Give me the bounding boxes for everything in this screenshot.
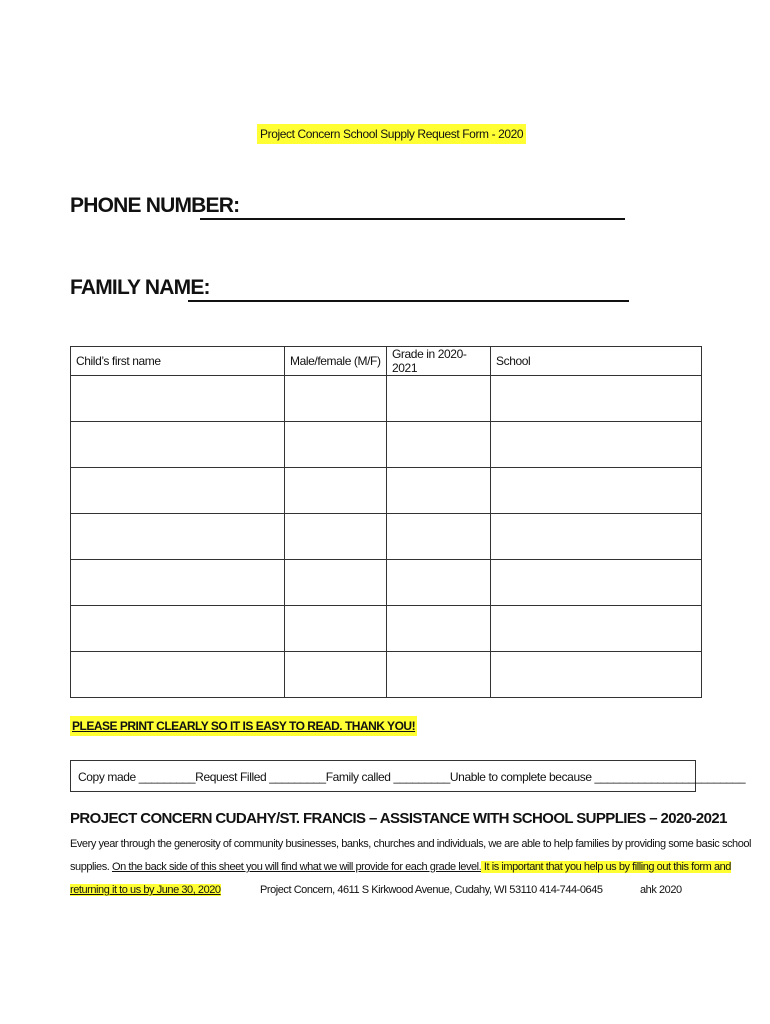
- gender-cell[interactable]: [285, 652, 387, 698]
- table-header-row: [71, 347, 702, 376]
- school-cell[interactable]: [491, 514, 702, 560]
- table-row: [71, 422, 702, 468]
- column-header-grade: Grade in 2020-2021: [387, 347, 491, 376]
- grade-cell[interactable]: [387, 468, 491, 514]
- school-cell[interactable]: [491, 560, 702, 606]
- info-paragraph-line-1: Every year through the generosity of community businesses, banks, churches and individuals, we are able to help families by providing some basic school: [70, 838, 752, 850]
- column-header-school: School: [491, 347, 702, 376]
- gender-cell[interactable]: [285, 468, 387, 514]
- child-name-cell[interactable]: [71, 606, 285, 652]
- grade-cell[interactable]: [387, 606, 491, 652]
- table-row: [71, 652, 702, 698]
- column-header-gender: Male/female (M/F): [285, 347, 387, 376]
- info-paragraph-line-2: [70, 861, 731, 873]
- office-use-box: [70, 760, 746, 792]
- family-called-field: Family called _________: [325, 770, 450, 784]
- unable-field: Unable to complete because ________________________: [449, 770, 746, 784]
- table-row: [71, 514, 702, 560]
- info-paragraph-line-3: [70, 884, 221, 896]
- important-note: It is important that you help us by filling out this form and: [481, 861, 731, 873]
- signature-initials: ahk 2020: [640, 884, 682, 896]
- column-header-child-name: Child’s first name: [71, 347, 285, 376]
- gender-cell[interactable]: [285, 560, 387, 606]
- gender-cell[interactable]: [285, 376, 387, 422]
- child-name-cell[interactable]: [71, 376, 285, 422]
- gender-cell[interactable]: [285, 514, 387, 560]
- deadline-note: returning it to us by June 30, 2020: [70, 884, 221, 896]
- school-cell[interactable]: [491, 468, 702, 514]
- print-clearly-notice: PLEASE PRINT CLEARLY SO IT IS EASY TO READ. THANK YOU!: [70, 716, 417, 736]
- school-cell[interactable]: [491, 422, 702, 468]
- child-name-cell[interactable]: [71, 422, 285, 468]
- table-row: [71, 468, 702, 514]
- child-name-cell[interactable]: [71, 514, 285, 560]
- supplies-text: supplies.: [70, 861, 112, 873]
- gender-cell[interactable]: [285, 606, 387, 652]
- grade-cell[interactable]: [387, 560, 491, 606]
- school-cell[interactable]: [491, 652, 702, 698]
- family-name-label: FAMILY NAME:: [70, 276, 210, 299]
- school-cell[interactable]: [491, 606, 702, 652]
- grade-cell[interactable]: [387, 422, 491, 468]
- gender-cell[interactable]: [285, 422, 387, 468]
- phone-number-label: PHONE NUMBER:: [70, 194, 240, 217]
- address-contact: Project Concern, 4611 S Kirkwood Avenue, Cudahy, WI 53110 414-744-0645: [260, 884, 603, 896]
- child-name-cell[interactable]: [71, 560, 285, 606]
- table-row: [71, 376, 702, 422]
- request-filled-field: Request Filled _________: [195, 770, 326, 784]
- assistance-heading: PROJECT CONCERN CUDAHY/ST. FRANCIS – ASSISTANCE WITH SCHOOL SUPPLIES – 2020-2021: [70, 810, 727, 827]
- child-name-cell[interactable]: [71, 468, 285, 514]
- family-name-line[interactable]: [188, 300, 629, 302]
- form-title: Project Concern School Supply Request Form - 2020: [257, 124, 526, 144]
- child-name-cell[interactable]: [71, 652, 285, 698]
- copy-made-field: Copy made _________: [78, 770, 196, 784]
- grade-cell[interactable]: [387, 376, 491, 422]
- back-side-note: On the back side of this sheet you will find what we will provide for each grade level.: [111, 861, 482, 873]
- school-cell[interactable]: [491, 376, 702, 422]
- grade-cell[interactable]: [387, 652, 491, 698]
- grade-cell[interactable]: [387, 514, 491, 560]
- children-table: [70, 346, 702, 698]
- table-row: [71, 560, 702, 606]
- phone-number-line[interactable]: [200, 218, 625, 220]
- table-row: [71, 606, 702, 652]
